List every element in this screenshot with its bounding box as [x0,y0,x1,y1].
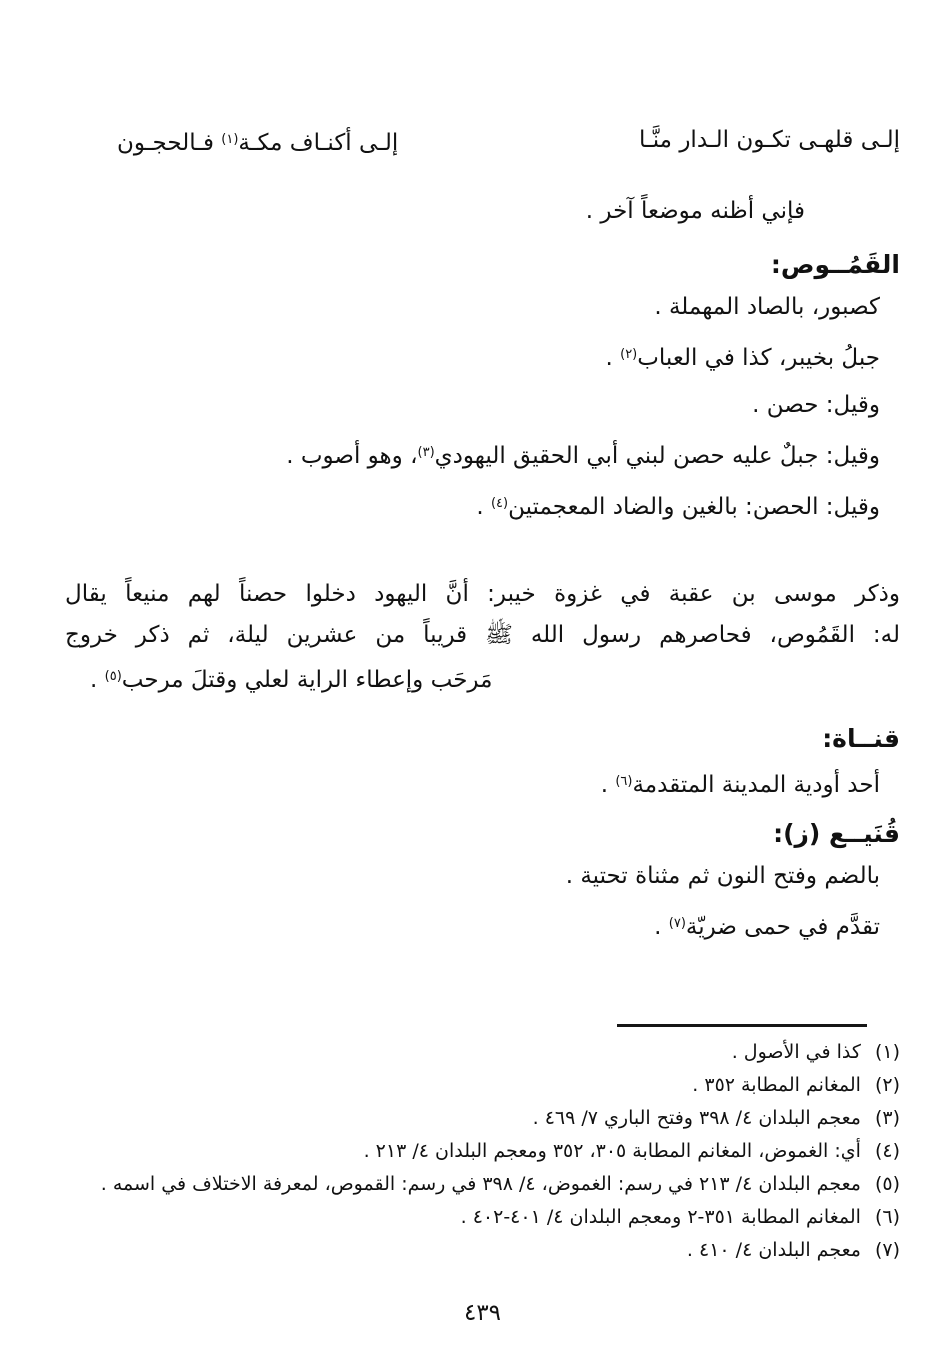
verse-comment-line: فإني أظنه موضعاً آخر . [585,198,805,224]
line-tail: ، وهو أصوب . [286,443,418,469]
footnote-number: (٧) [874,1239,900,1261]
entry-heading-qunay: قُنَيــع (ز): [773,819,900,848]
line-text: مَرحَب وإعطاء الراية لعلي وقتلَ مرحب [121,667,493,693]
line-text: وقيل: الحصن: بالغين والضاد المعجمتين [508,494,880,520]
line-tail: . [605,345,621,371]
entry-line [65,334,900,379]
footnote-ref-1: (١) [221,132,239,147]
entry-line [65,483,900,528]
footnote-7 [65,1234,900,1267]
line-text: جبلُ بخيبر، كذا في العباب [637,345,880,371]
footnote-ref-7: (٧) [668,916,686,931]
paragraph-line: له: القَمُوص، فحاصرهم رسول الله ﷺ قريباً من عشرين ليلة، ثم ذكر خروج [65,622,900,648]
line-tail: . [654,914,669,940]
page-number: ٤٣٩ [463,1300,502,1326]
line-text: تقدَّم في حمى ضريّة [685,914,880,940]
entry-line [65,761,900,806]
footnote-1 [65,1036,900,1069]
footnote-text: معجم البلدان ٤/ ٢١٣ في رسم: الغموض، ٤/ ٣٩٨ في رسم: القموص، لمعرفة الاختلاف في اسمه . [100,1173,861,1195]
footnote-number: (٢) [874,1074,900,1096]
footnote-ref-5: (٥) [104,669,122,684]
footnote-separator-rule [617,1024,867,1027]
verse-left-hemistich [117,118,398,165]
entry-heading-alqamus: القَمُــوص: [770,250,900,279]
footnote-text: كذا في الأصول . [731,1041,861,1063]
footnote-number: (٦) [874,1206,900,1228]
entry-line [65,432,900,477]
poetry-couplet [117,118,900,165]
footnote-ref-4: (٤) [490,496,509,511]
footnote-4 [65,1135,900,1168]
footnote-ref-3: (٣) [417,445,435,460]
paragraph-line: وذكر موسى بن عقبة في غزوة خيبر: أنَّ اليهود دخلوا حصناً لهم منيعاً يقال [65,581,900,607]
verse-right-hemistich: إلـى قلهـى تكـون الـدار منَّـا [639,127,900,153]
line-tail: . [476,494,491,520]
footnote-number: (٥) [874,1173,900,1195]
footnote-ref-6: (٦) [615,774,633,789]
footnote-3 [65,1102,900,1135]
footnote-5 [65,1168,900,1201]
entry-line: وقيل: حصن . [752,392,880,418]
footnote-text: المغانم المطابة ٣٥٢ . [692,1074,861,1096]
footnote-text: معجم البلدان ٤/ ٣٩٨ وفتح الباري ٧/ ٤٦٩ . [532,1107,861,1129]
entry-heading-qanat: قنــاة: [822,724,900,753]
line-text: وقيل: جبلٌ عليه حصن لبني أبي الحقيق اليهودي [434,443,880,469]
entry-paragraph [65,574,900,701]
footnote-text: معجم البلدان ٤/ ٤١٠ . [686,1239,861,1261]
footnote-number: (٣) [874,1107,900,1129]
footnotes-block [65,1036,900,1267]
footnote-text: أي: الغموض، المغانم المطابة ٣٠٥، ٣٥٢ ومعجم البلدان ٤/ ٢١٣ . [363,1140,861,1162]
verse-left-tail: فـالحجـون [117,130,222,156]
line-tail: . [90,667,105,693]
line-tail: . [600,772,616,798]
entry-line [65,903,900,948]
entry-line: بالضم وفتح النون ثم مثناة تحتية . [565,863,880,889]
paragraph-last-line [65,656,900,701]
footnote-ref-2: (٢) [620,347,638,362]
footnote-text: المغانم المطابة ٣٥١-٢ ومعجم البلدان ٤/ ٤٠١-٤٠٢ . [460,1206,861,1228]
entry-line: كصبور، بالصاد المهملة . [654,294,880,320]
footnote-number: (١) [874,1041,900,1063]
verse-left-text: إلـى أكنـاف مكـة [238,130,399,156]
line-text: أحد أودية المدينة المتقدمة [632,772,880,798]
footnote-2 [65,1069,900,1102]
footnote-6 [65,1201,900,1234]
footnote-number: (٤) [874,1140,900,1162]
